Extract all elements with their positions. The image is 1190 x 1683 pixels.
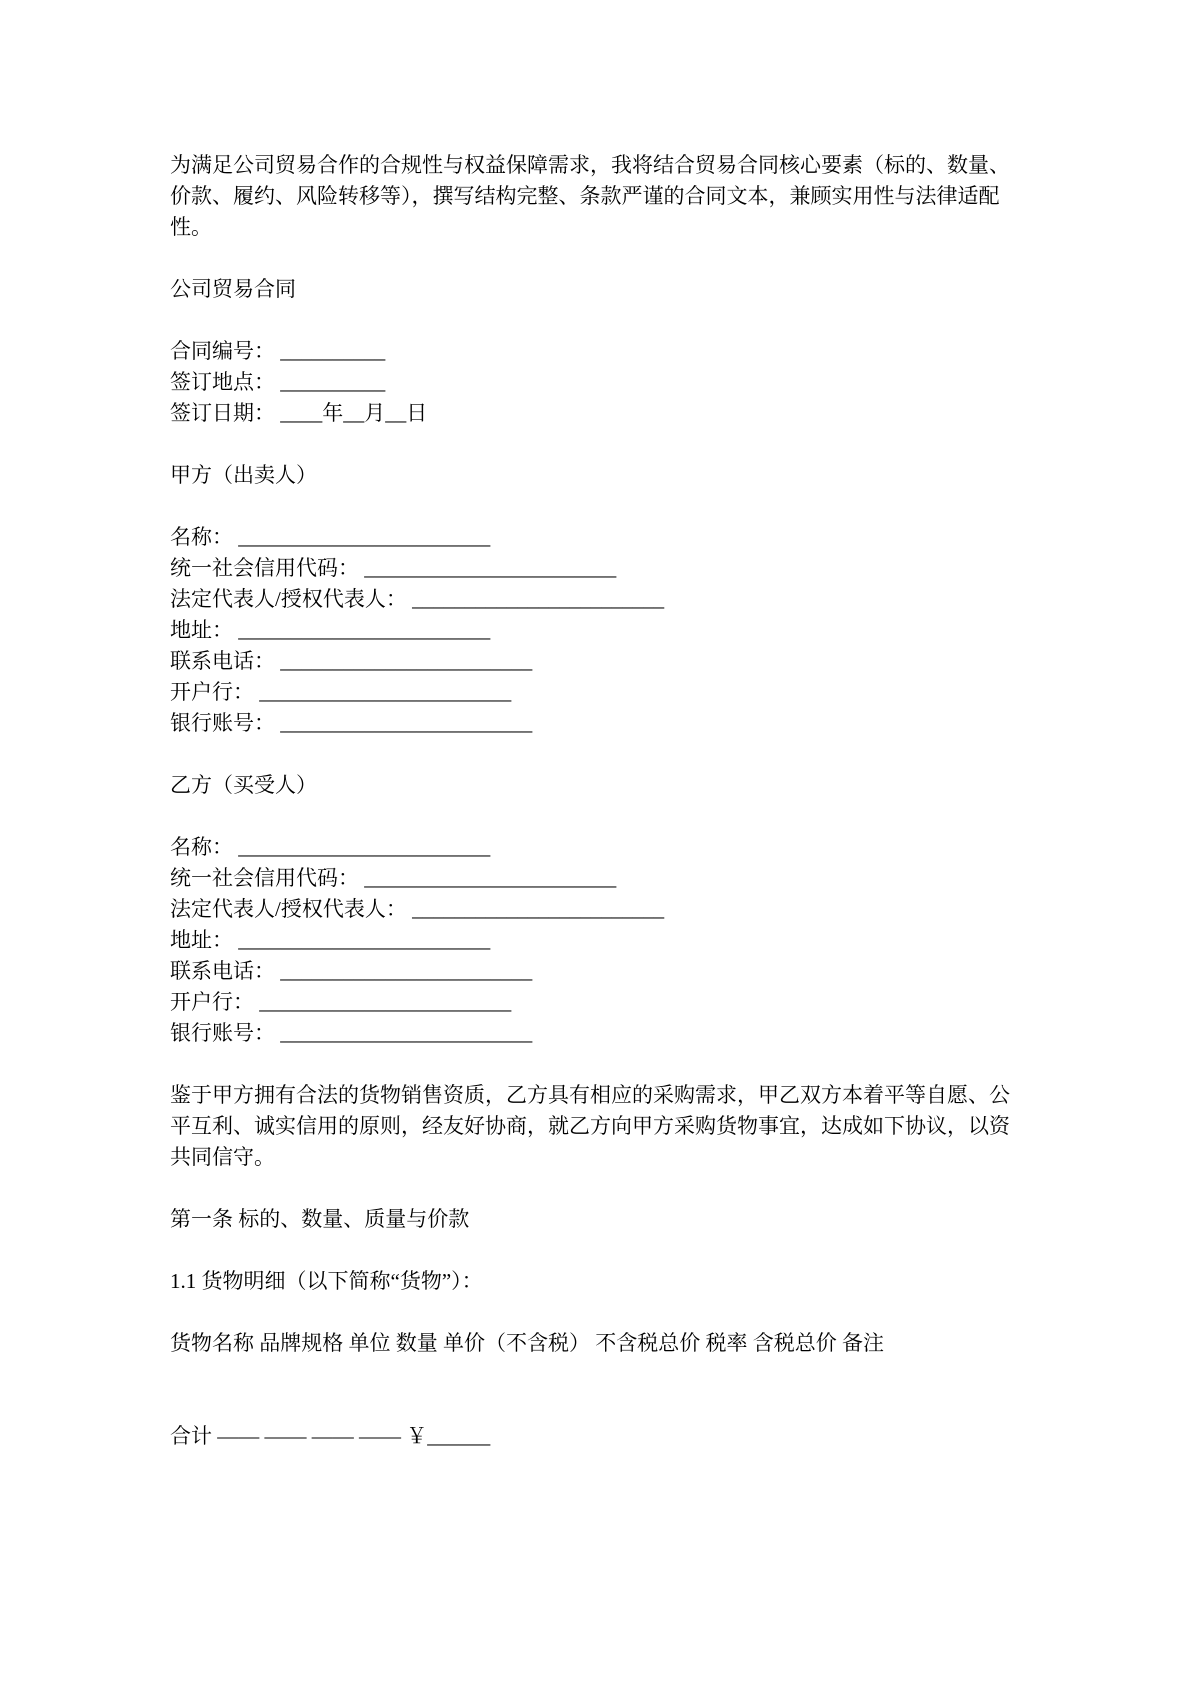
party-b-section (170, 770, 1022, 1049)
contract-meta-section (170, 336, 1022, 429)
contract-number-field: 合同编号： __________ (170, 339, 386, 363)
party-b-credit-code-field: 统一社会信用代码： ________________________ (170, 866, 617, 890)
party-a-account-field: 银行账号： ________________________ (170, 711, 533, 735)
party-b-phone-field: 联系电话： ________________________ (170, 959, 533, 983)
party-a-credit-code-field: 统一社会信用代码： ________________________ (170, 556, 617, 580)
party-b-name-field: 名称： ________________________ (170, 835, 491, 859)
party-a-section (170, 460, 1022, 739)
goods-table-header-row: 货物名称 品牌规格 单位 数量 单价（不含税） 不含税总价 税率 含税总价 备注 (170, 1331, 884, 1355)
party-a-representative-field: 法定代表人/授权代表人： ________________________ (170, 587, 665, 611)
party-b-representative-field: 法定代表人/授权代表人： ________________________ (170, 897, 665, 921)
signing-place-field: 签订地点： __________ (170, 370, 386, 394)
article-1-section (170, 1204, 1022, 1452)
intro-paragraph: 为满足公司贸易合作的合规性与权益保障需求，我将结合贸易合同核心要素（标的、数量、价款、履约、风险转移等），撰写结构完整、条款严谨的合同文本，兼顾实用性与法律适配性。 (170, 153, 1010, 239)
party-a-address-field: 地址： ________________________ (170, 618, 491, 642)
recital-paragraph: 鉴于甲方拥有合法的货物销售资质，乙方具有相应的采购需求，甲乙双方本着平等自愿、公平互利、诚实信用的原则，经友好协商，就乙方向甲方采购货物事宜，达成如下协议，以资共同信守。 (170, 1083, 1010, 1169)
signing-date-field: 签订日期： ____年__月__日 (170, 401, 428, 425)
party-b-bank-field: 开户行： ________________________ (170, 990, 512, 1014)
goods-table-total-row: 合计 —— —— —— —— ￥______ (170, 1424, 491, 1448)
clause-1-1-heading: 1.1 货物明细（以下简称“货物”）： (170, 1269, 483, 1293)
article-1-heading: 第一条 标的、数量、质量与价款 (170, 1207, 470, 1231)
party-a-bank-field: 开户行： ________________________ (170, 680, 512, 704)
party-b-heading: 乙方（买受人） (170, 773, 317, 797)
party-a-phone-field: 联系电话： ________________________ (170, 649, 533, 673)
party-b-address-field: 地址： ________________________ (170, 928, 491, 952)
party-b-account-field: 银行账号： ________________________ (170, 1021, 533, 1045)
party-a-name-field: 名称： ________________________ (170, 525, 491, 549)
party-a-heading: 甲方（出卖人） (170, 463, 317, 487)
document-title: 公司贸易合同 (170, 277, 296, 301)
